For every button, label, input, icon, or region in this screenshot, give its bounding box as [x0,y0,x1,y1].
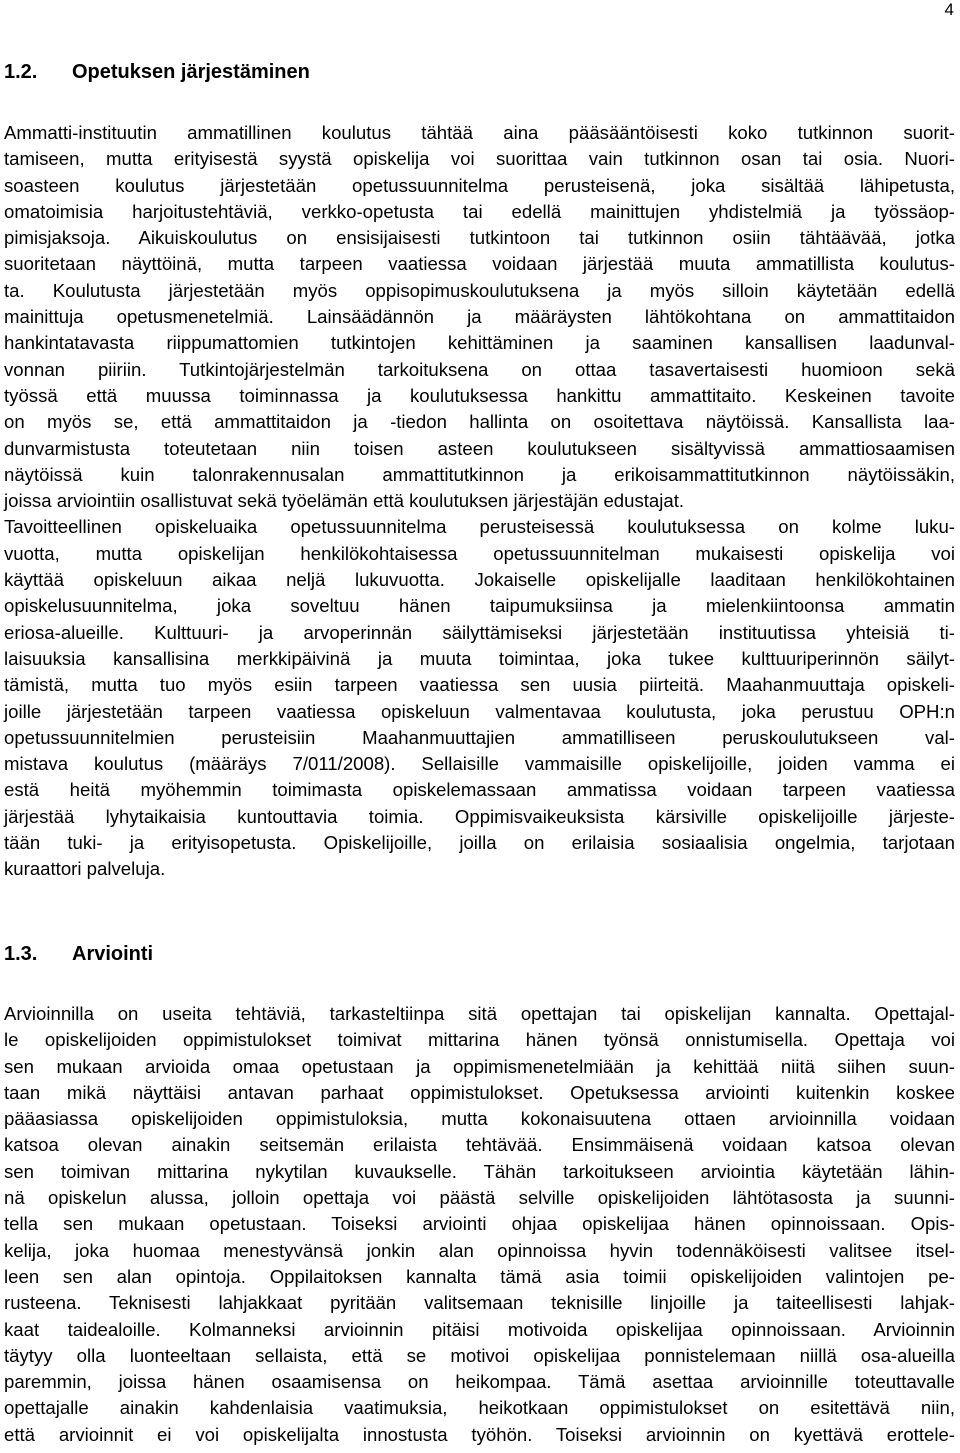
section-opetuksen-jarjestaminen [4,60,955,883]
text-line: leen sen alan opintoja. Oppilaitoksen kannalta tämä asia toimii opiskelijoiden valintojen pe- [4,1265,955,1287]
section-body [4,1001,955,1448]
text-line: vuotta, mutta opiskelijan henkilökohtaisessa opetussuunnitelman mukaisesti opiskelija voi [4,542,955,564]
text-line: opetussuunnitelmien perusteisiin Maahanmuuttajien ammatilliseen peruskoulutukseen val- [4,726,955,748]
text-line: laisuuksia kansallisina merkkipäivinä ja muuta toimintaa, joka tukee kulttuuriperinnön säilyt- [4,647,955,669]
text-line: tella sen mukaan opetustaan. Toiseksi arviointi ohjaa opiskelijaa hänen opinnoissaan. Opis- [4,1213,955,1235]
text-line: mainittuja opetusmenetelmiä. Lainsäädännön ja määräysten lähtökohtana on ammattitaidon [4,306,955,328]
text-line: dunvarmistusta toteutetaan niin toisen asteen koulutukseen sisältyvissä ammattiosaamisen [4,437,955,459]
text-line: hankintatavasta riippumattomien tutkintojen kehittäminen ja saaminen kansallisen laadunval- [4,332,955,354]
text-line: käyttää opiskeluun aikaa neljä lukuvuotta. Jokaiselle opiskelijalle laaditaan henkilökohtainen [4,569,955,591]
text-line: Ammatti-instituutin ammatillinen koulutus tähtää aina pääsääntöisesti koko tutkinnon suorit- [4,122,955,143]
text-line: estä heitä myöhemmin toimimasta opiskelemassaan ammatissa voidaan tarpeen vaatiessa [4,779,955,801]
text-line: pääasiassa opiskelijoiden oppimistuloksia, mutta kokonaisuutena ottaen arvioinnilla voidaan [4,1108,955,1130]
section-arviointi [4,942,955,1448]
section-number: 1.2. [4,61,38,83]
text-line: katsoa olevan ainakin seitsemän erilaista tehtävää. Ensimmäisenä voidaan katsoa olevan [4,1134,955,1156]
text-line: näytöissä kuin talonrakennusalan ammattitutkinnon ja erikoisammattitutkinnon näytöissäkin, [4,463,955,485]
text-line: opiskelusuunnitelma, joka soveltuu hänen taipumuksiinsa ja mielenkiintoonsa ammatin [4,595,955,617]
text-line: tään tuki- ja erityisopetusta. Opiskelijoille, joilla on erilaisia sosiaalisia ongelmia, tarjotaan [4,832,955,854]
text-line: vonnan piiriin. Tutkintojärjestelmän tarkoituksena on ottaa tasavertaisesti huomioon sekä [4,358,955,380]
section-title: Arviointi [72,943,154,965]
text-line: kelija, joka huomaa menestyvänsä jonkin alan opinnoissa hyvin todennäköisesti valitsee itsel- [4,1239,955,1261]
text-line: sen mukaan arvioida omaa opetustaan ja oppimismenetelmiään ja kehittää niitä siihen suun- [4,1055,955,1077]
text-line: mistava koulutus (määräys 7/011/2008). Sellaisille vammaisille opiskelijoille, joiden vamma ei [4,753,955,775]
text-line: opettajalle ainakin kahdenlaisia vaatimuksia, heikotkaan oppimistulokset on esitettävä niin, [4,1397,955,1419]
text-line: suoritetaan näyttöinä, mutta tarpeen vaatiessa voidaan järjestää muuta ammatillista koulutus- [4,253,955,275]
text-line: sen toimivan mittarina nykytilan kuvaukselle. Tähän tarkoitukseen arviointia käytetään lähin- [4,1160,955,1182]
text-line: Tavoitteellinen opiskeluaika opetussuunnitelma perusteisessä koulutuksessa on kolme luku- [4,516,955,538]
section-heading [4,942,955,966]
text-line: joissa arviointiin osallistuvat sekä työelämän että koulutuksen järjestäjän edustajat. [4,490,685,512]
text-line: le opiskelijoiden oppimistulokset toimivat mittarina hänen työnsä onnistumisella. Opettaja voi [4,1029,955,1051]
text-line: soasteen koulutus järjestetään opetussuunnitelma perusteisenä, joka sisältää lähipetusta, [4,174,955,196]
section-body [4,120,955,883]
section-heading [4,60,955,84]
text-line: pimisjaksoja. Aikuiskoulutus on ensisijaisesti tutkintoon tai tutkinnon osiin tähtäävää, jotka [4,227,955,249]
text-line: omatoimisia harjoitustehtäviä, verkko-opetusta tai edellä mainittujen yhdistelmiä ja työssäop- [4,200,955,222]
text-line: että arvioinnit ei voi opiskelijalta innostusta työhön. Toiseksi arvioinnin on kyettävä erottele- [4,1423,955,1445]
text-line: tamiseen, mutta erityisestä syystä opiskelija voi suorittaa vain tutkinnon osan tai osia. Nuori- [4,148,955,170]
text-line: kuraattori palveluja. [4,858,166,880]
section-title: Opetuksen järjestäminen [72,61,310,83]
text-line: paremmin, joissa hänen osaamisensa on heikompaa. Tämä asettaa arvioinnille toteuttavalle [4,1371,955,1393]
section-number: 1.3. [4,943,38,965]
text-line: joille järjestetään tarpeen vaatiessa opiskeluun valmentavaa koulutusta, joka perustuu OPH:n [4,700,955,722]
text-line: järjestää lyhytaikaisia kuntouttavia toimia. Oppimisvaikeuksista kärsiville opiskelijoille järjeste- [4,805,955,827]
text-line: Arvioinnilla on useita tehtäviä, tarkasteltiinpa sitä opettajan tai opiskelijan kannalta. Opettajal- [4,1003,955,1024]
text-line: tämistä, mutta tuo myös esiin tarpeen vaatiessa sen uusia piirteitä. Maahanmuuttaja opiskeli- [4,674,955,696]
text-line: nä opiskelun alussa, jolloin opettaja voi päästä selville opiskelijoiden lähtötasosta ja suunni- [4,1187,955,1209]
text-line: kaat taidealoille. Kolmanneksi arvioinnin pitäisi motivoida opiskelijaa opinnoissaan. Arvioinnin [4,1318,955,1340]
text-line: työssä että muussa toiminnassa ja koulutuksessa hankittu ammattitaito. Keskeinen tavoite [4,384,955,406]
text-line: on myös se, että ammattitaidon ja -tiedon hallinta on osoitettava näytöissä. Kansallista laa- [4,411,955,433]
text-line: ta. Koulutusta järjestetään myös oppisopimuskoulutuksena ja myös silloin käytetään edellä [4,279,955,301]
page-number: 4 [944,0,954,19]
text-line: taan mikä näyttäisi antavan parhaat oppimistulokset. Opetuksessa arviointi kuitenkin koskee [4,1081,955,1103]
text-line: eriosa-alueille. Kulttuuri- ja arvoperinnän säilyttämiseksi järjestetään instituutissa yhteisiä ti- [4,621,955,643]
text-line: rusteena. Teknisesti lahjakkaat pyritään valitsemaan teknisille linjoille ja taiteellisesti lahjak- [4,1292,955,1314]
text-line: täytyy olla luonteeltaan sellaista, että se motivoi opiskelijaa ponnistelemaan niillä osa-alueilla [4,1344,955,1366]
